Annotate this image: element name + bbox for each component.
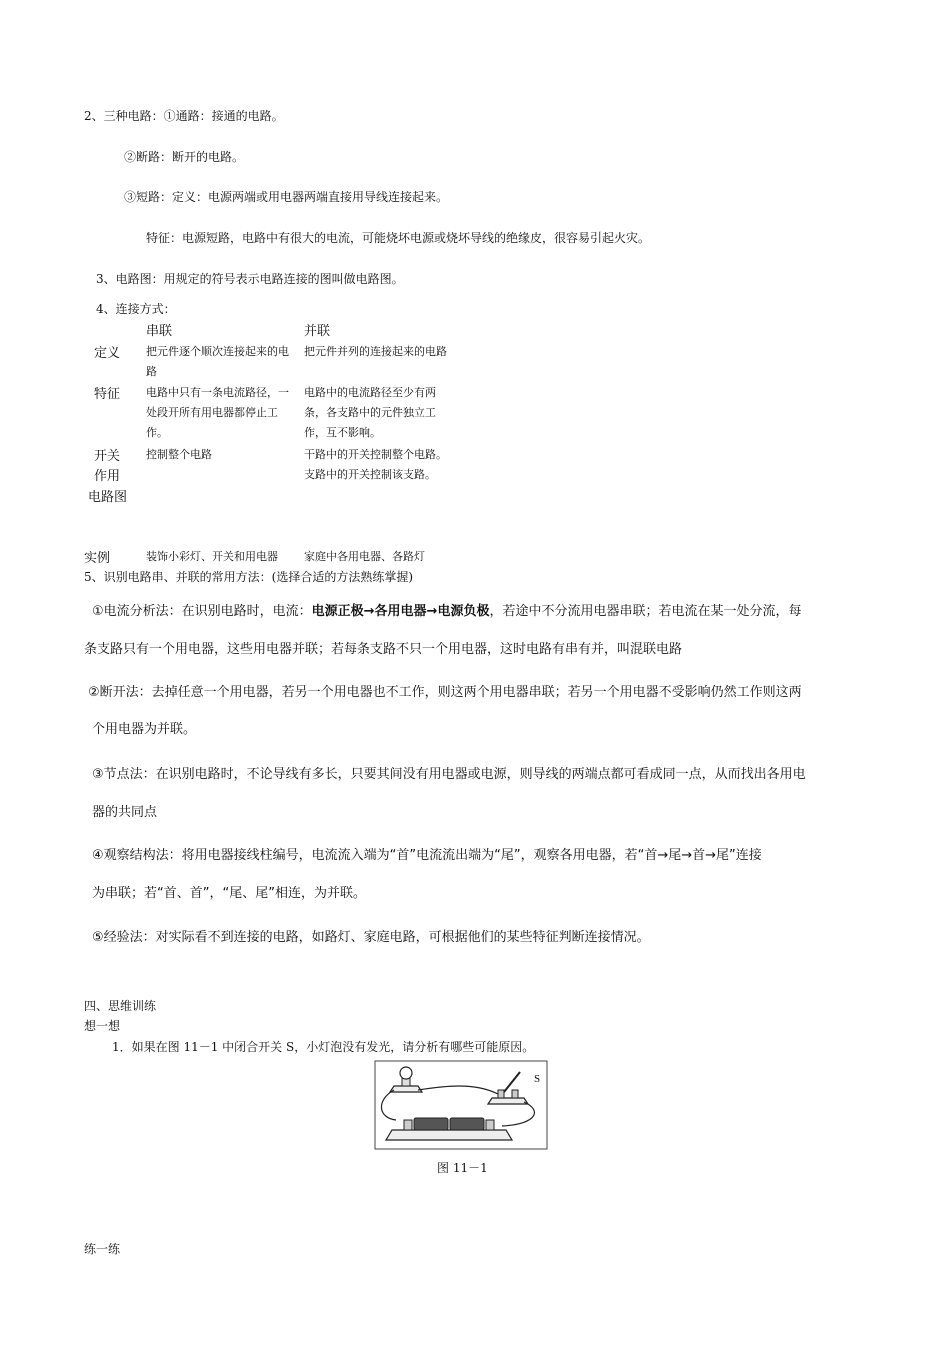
circuit-figure	[374, 1060, 548, 1150]
switch-label: S	[534, 1073, 541, 1085]
col-header-parallel: 并联	[304, 324, 331, 339]
feature-label: 特征：	[146, 231, 183, 245]
switch-parallel-2: 支路中的开关控制该支路。	[304, 468, 436, 481]
feature-text: 电源短路，电路中有很大的电流，可能烧坏电源或烧坏导线的绝缘皮，很容易引起火灾。	[182, 231, 651, 245]
section3-prefix: 3、电路图：	[96, 272, 164, 286]
battery-cell-1	[414, 1118, 448, 1130]
method4-line2: 为串联；若“首、首”，“尾、尾”相连，为并联。	[92, 886, 366, 901]
section4-title: 4、连接方式：	[96, 302, 176, 316]
definition-parallel: 把元件并列的连接起来的电路	[304, 345, 447, 358]
section2-line2	[124, 148, 244, 165]
switch-post-left	[498, 1090, 504, 1098]
broken-prefix: ②断路：	[124, 150, 173, 164]
section2-line1	[84, 107, 284, 124]
method2-line1: ②断开法：去掉任意一个用电器，若另一个用电器也不工作，则这两个用电器串联；若另一个用电器不受影响仍然工作则这两	[88, 685, 802, 700]
row-label-feature: 特征	[94, 387, 121, 402]
switch-base	[488, 1098, 528, 1104]
method5-line: ⑤经验法：对实际看不到连接的电路，如路灯、家庭电路，可根据他们的某些特征判断连接情况。	[92, 930, 650, 945]
section2-intro: 2、三种电路：①通路：	[84, 109, 212, 123]
thinking-subtitle: 想一想	[84, 1019, 121, 1033]
battery-base	[386, 1130, 512, 1140]
section3-line	[96, 270, 404, 287]
question-1: 1．如果在图 11－1 中闭合开关 S，小灯泡没有发光，请分析有哪些可能原因。	[112, 1040, 535, 1054]
row-label-example: 实例	[84, 551, 111, 566]
section2-line3	[124, 188, 448, 205]
example-series: 装饰小彩灯、开关和用电器	[146, 550, 278, 563]
row-label-diagram: 电路图	[88, 490, 128, 505]
section5-title: 5、识别电路串、并联的常用方法：(选择合适的方法熟练掌握)	[84, 570, 414, 584]
method3-line2: 器的共同点	[92, 805, 158, 820]
section2-line4	[146, 229, 650, 246]
example-parallel: 家庭中各用电器、各路灯	[304, 550, 425, 563]
definition-series: 把元件逐个顺次连接起来的电路	[146, 345, 289, 378]
battery-holder-left	[404, 1120, 412, 1130]
short-def-label: 定义：	[172, 190, 209, 204]
switch-post-right	[512, 1090, 518, 1098]
circuit-diagram	[374, 1060, 548, 1150]
method2-line2: 个用电器为并联。	[92, 722, 197, 737]
short-prefix: ③短路：	[124, 190, 173, 204]
method1-bold: 电源正极→各用电器→电源负极	[311, 604, 490, 619]
method1-line1	[92, 600, 801, 619]
section3-text: 用规定的符号表示电路连接的图叫做电路图。	[163, 272, 404, 286]
practice-title: 练一练	[84, 1242, 121, 1256]
method1-a: ①电流分析法：在识别电路时，电流：	[92, 604, 312, 619]
open-circuit-text: 接通的电路。	[211, 109, 284, 123]
row-label-definition: 定义	[94, 346, 121, 361]
method3-line1: ③节点法：在识别电路时，不论导线有多长，只要其间没有用电器或电源，则导线的两端点都可看成同一点，从而找出各用电	[92, 767, 806, 782]
switch-parallel-1: 干路中的开关控制整个电路。	[304, 448, 447, 461]
thinking-title: 四、思维训练	[84, 999, 157, 1013]
method4-line1: ④观察结构法：将用电器接线柱编号，电流流入端为“首”电流流出端为“尾”，观察各用电器，若“首→尾→首→尾”连接	[92, 848, 762, 863]
battery-holder-right	[486, 1120, 494, 1130]
bulb-icon	[400, 1067, 412, 1079]
broken-text: 断开的电路。	[172, 150, 245, 164]
row-label-switch-1: 开关	[94, 449, 121, 464]
figure-caption: 图 11－1	[437, 1161, 488, 1175]
method1-line2: 条支路只有一个用电器，这些用电器并联；若每条支路不只一个用电器，这时电路有串有并，叫混联电路	[84, 642, 683, 657]
switch-series: 控制整个电路	[146, 448, 212, 461]
battery-cell-2	[450, 1118, 484, 1130]
method1-b: ，若途中不分流用电器串联；若电流在某一处分流，每	[489, 604, 802, 619]
short-def-text: 电源两端或用电器两端直接用导线连接起来。	[208, 190, 449, 204]
feature-series: 电路中只有一条电流路径，一处段开所有用电器都停止工作。	[146, 386, 289, 439]
col-header-series: 串联	[146, 324, 173, 339]
bulb-base	[390, 1086, 422, 1092]
feature-parallel: 电路中的电流路径至少有两条，各支路中的元件独立工作，互不影响。	[304, 386, 436, 439]
row-label-switch-2: 作用	[94, 469, 121, 484]
